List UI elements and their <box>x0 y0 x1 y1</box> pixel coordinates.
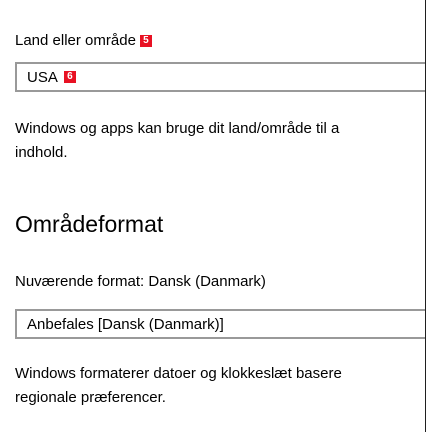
regional-format-description-line1: Windows formaterer datoer og klokkeslæt basere <box>15 365 342 382</box>
country-region-selected-value: USA <box>27 68 58 86</box>
current-format-label-text: Nuværende format: Dansk (Danmark) <box>15 273 266 290</box>
regional-format-description-line2: regionale præferencer. <box>15 389 166 406</box>
regional-format-heading: Områdeformat <box>15 211 164 237</box>
country-region-description-line2: indhold. <box>15 144 68 161</box>
country-region-description-line1: Windows og apps kan bruge dit land/område til a <box>15 120 340 137</box>
regional-format-selected-value: Anbefales [Dansk (Danmark)] <box>27 315 224 333</box>
country-region-description <box>15 117 426 165</box>
annotation-badge-6: 6 <box>64 71 76 83</box>
country-region-dropdown[interactable] <box>15 62 426 92</box>
annotation-badge-5: 5 <box>140 35 152 47</box>
regional-format-dropdown[interactable] <box>15 309 426 339</box>
country-region-label-text: Land eller område <box>15 32 136 49</box>
regional-format-description <box>15 362 426 410</box>
current-format-label <box>15 273 266 291</box>
country-region-label <box>15 32 152 50</box>
